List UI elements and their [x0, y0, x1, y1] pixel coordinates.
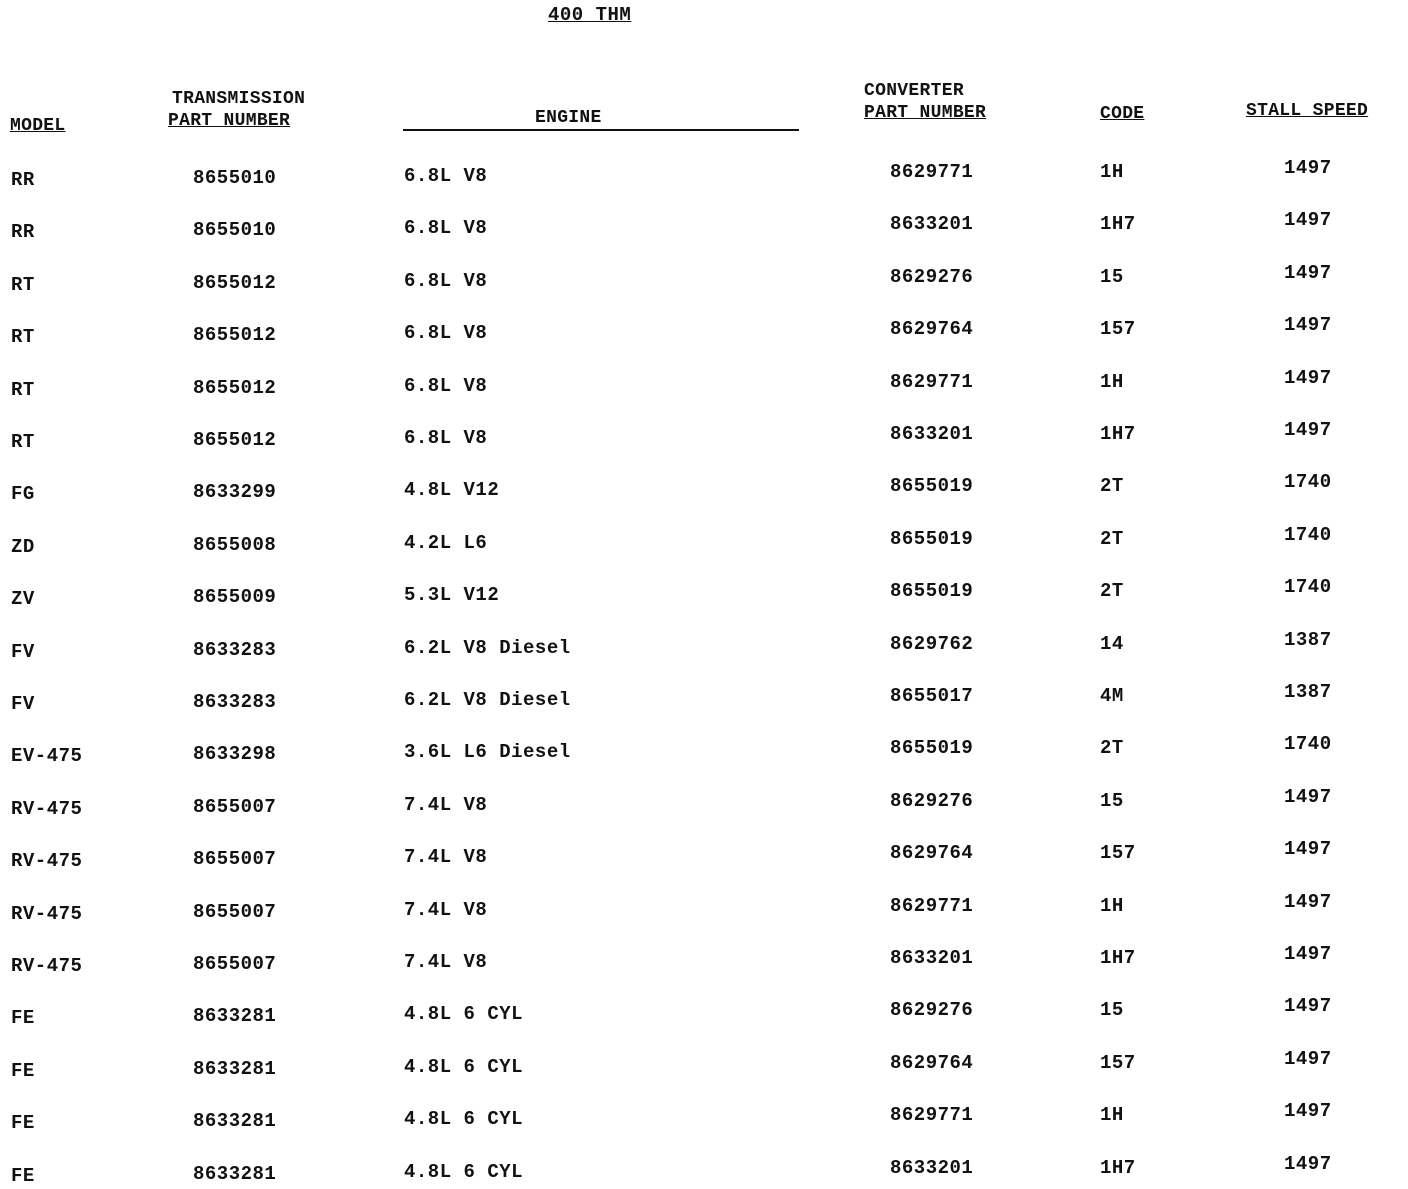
code-cell: 15: [1100, 790, 1124, 812]
table-row: [0, 576, 1408, 612]
model-cell: FE: [11, 1112, 35, 1134]
header-transmission-line1: TRANSMISSION: [172, 89, 306, 109]
engine-cell: 6.8L V8: [404, 217, 488, 239]
converter-part-cell: 8633201: [890, 947, 974, 969]
table-row: [0, 629, 1408, 665]
model-cell: RV-475: [11, 903, 83, 925]
engine-cell: 4.2L L6: [404, 532, 488, 554]
table-row: [0, 1100, 1408, 1136]
stall-speed-cell: 1497: [1284, 1100, 1332, 1122]
table-row: [0, 733, 1408, 769]
transmission-part-cell: 8655012: [193, 324, 277, 346]
model-cell: RV-475: [11, 955, 83, 977]
model-cell: RR: [11, 221, 35, 243]
code-cell: 15: [1100, 999, 1124, 1021]
transmission-part-cell: 8633283: [193, 691, 277, 713]
engine-cell: 6.8L V8: [404, 322, 488, 344]
transmission-part-cell: 8655012: [193, 272, 277, 294]
transmission-part-cell: 8655008: [193, 534, 277, 556]
stall-speed-cell: 1497: [1284, 943, 1332, 965]
engine-cell: 6.2L V8 Diesel: [404, 689, 571, 711]
page-title: 400 THM: [548, 4, 632, 26]
transmission-part-cell: 8655009: [193, 586, 277, 608]
model-cell: RT: [11, 274, 35, 296]
converter-part-cell: 8629276: [890, 999, 974, 1021]
stall-speed-cell: 1740: [1284, 576, 1332, 598]
converter-part-cell: 8633201: [890, 213, 974, 235]
converter-part-cell: 8655019: [890, 580, 974, 602]
transmission-part-cell: 8655007: [193, 953, 277, 975]
table-row: [0, 786, 1408, 822]
converter-part-cell: 8629764: [890, 1052, 974, 1074]
transmission-part-cell: 8655012: [193, 429, 277, 451]
header-model-label: MODEL: [10, 116, 66, 136]
model-cell: RT: [11, 326, 35, 348]
transmission-part-cell: 8655012: [193, 377, 277, 399]
engine-cell: 7.4L V8: [404, 951, 488, 973]
transmission-part-cell: 8655007: [193, 848, 277, 870]
engine-cell: 6.8L V8: [404, 270, 488, 292]
model-cell: FE: [11, 1007, 35, 1029]
code-cell: 157: [1100, 842, 1136, 864]
code-cell: 1H7: [1100, 213, 1136, 235]
model-cell: FV: [11, 641, 35, 663]
engine-cell: 4.8L 6 CYL: [404, 1108, 524, 1130]
code-cell: 14: [1100, 633, 1124, 655]
table-row: [0, 891, 1408, 927]
engine-cell: 4.8L 6 CYL: [404, 1056, 524, 1078]
converter-part-cell: 8629762: [890, 633, 974, 655]
stall-speed-cell: 1497: [1284, 1048, 1332, 1070]
transmission-part-cell: 8655007: [193, 901, 277, 923]
code-cell: 1H7: [1100, 423, 1136, 445]
stall-speed-cell: 1497: [1284, 838, 1332, 860]
stall-speed-cell: 1497: [1284, 419, 1332, 441]
model-cell: RR: [11, 169, 35, 191]
transmission-part-cell: 8633283: [193, 639, 277, 661]
stall-speed-cell: 1497: [1284, 891, 1332, 913]
converter-part-cell: 8629771: [890, 371, 974, 393]
table-row: [0, 262, 1408, 298]
transmission-part-cell: 8633281: [193, 1058, 277, 1080]
stall-speed-cell: 1387: [1284, 629, 1332, 651]
stall-speed-cell: 1497: [1284, 157, 1332, 179]
model-cell: RV-475: [11, 798, 83, 820]
header-converter-line2: PART NUMBER: [864, 103, 987, 123]
converter-part-cell: 8629276: [890, 790, 974, 812]
transmission-part-cell: 8655010: [193, 167, 277, 189]
code-cell: 1H7: [1100, 1157, 1136, 1179]
code-cell: 157: [1100, 318, 1136, 340]
table-row: [0, 1048, 1408, 1084]
converter-part-cell: 8655019: [890, 475, 974, 497]
table-row: [0, 681, 1408, 717]
converter-part-cell: 8629276: [890, 266, 974, 288]
code-cell: 2T: [1100, 475, 1124, 497]
engine-cell: 4.8L 6 CYL: [404, 1003, 524, 1025]
engine-cell: 6.8L V8: [404, 165, 488, 187]
table-row: [0, 1153, 1408, 1189]
model-cell: FE: [11, 1165, 35, 1187]
stall-speed-cell: 1497: [1284, 314, 1332, 336]
engine-cell: 7.4L V8: [404, 899, 488, 921]
header-engine-label: ENGINE: [535, 108, 602, 128]
stall-speed-cell: 1497: [1284, 1153, 1332, 1175]
converter-part-cell: 8633201: [890, 1157, 974, 1179]
code-cell: 1H7: [1100, 947, 1136, 969]
engine-cell: 6.8L V8: [404, 375, 488, 397]
stall-speed-cell: 1740: [1284, 733, 1332, 755]
engine-cell: 7.4L V8: [404, 846, 488, 868]
converter-part-cell: 8629764: [890, 842, 974, 864]
model-cell: FV: [11, 693, 35, 715]
model-cell: EV-475: [11, 745, 83, 767]
code-cell: 1H: [1100, 161, 1124, 183]
header-converter-line1: CONVERTER: [864, 81, 964, 101]
converter-part-cell: 8655017: [890, 685, 974, 707]
stall-speed-cell: 1497: [1284, 367, 1332, 389]
table-row: [0, 995, 1408, 1031]
model-cell: FG: [11, 483, 35, 505]
transmission-part-cell: 8633298: [193, 743, 277, 765]
converter-part-cell: 8655019: [890, 528, 974, 550]
transmission-part-cell: 8633299: [193, 481, 277, 503]
transmission-part-cell: 8633281: [193, 1005, 277, 1027]
transmission-part-cell: 8655007: [193, 796, 277, 818]
model-cell: ZV: [11, 588, 35, 610]
stall-speed-cell: 1497: [1284, 995, 1332, 1017]
converter-part-cell: 8629764: [890, 318, 974, 340]
engine-cell: 7.4L V8: [404, 794, 488, 816]
converter-part-cell: 8629771: [890, 895, 974, 917]
code-cell: 15: [1100, 266, 1124, 288]
table-row: [0, 419, 1408, 455]
transmission-part-cell: 8633281: [193, 1110, 277, 1132]
stall-speed-cell: 1740: [1284, 471, 1332, 493]
engine-cell: 4.8L V12: [404, 479, 500, 501]
table-row: [0, 314, 1408, 350]
code-cell: 2T: [1100, 528, 1124, 550]
stall-speed-cell: 1497: [1284, 262, 1332, 284]
engine-cell: 6.2L V8 Diesel: [404, 637, 571, 659]
model-cell: RT: [11, 379, 35, 401]
code-cell: 1H: [1100, 371, 1124, 393]
table-row: [0, 524, 1408, 560]
transmission-part-cell: 8655010: [193, 219, 277, 241]
stall-speed-cell: 1740: [1284, 524, 1332, 546]
engine-cell: 3.6L L6 Diesel: [404, 741, 571, 763]
converter-part-cell: 8629771: [890, 161, 974, 183]
table-row: [0, 471, 1408, 507]
model-cell: RV-475: [11, 850, 83, 872]
stall-speed-cell: 1387: [1284, 681, 1332, 703]
model-cell: FE: [11, 1060, 35, 1082]
header-transmission-line2: PART NUMBER: [168, 111, 291, 131]
converter-part-cell: 8629771: [890, 1104, 974, 1126]
converter-part-cell: 8655019: [890, 737, 974, 759]
code-cell: 1H: [1100, 1104, 1124, 1126]
stall-speed-cell: 1497: [1284, 786, 1332, 808]
stall-speed-cell: 1497: [1284, 209, 1332, 231]
model-cell: RT: [11, 431, 35, 453]
table-row: [0, 838, 1408, 874]
code-cell: 1H: [1100, 895, 1124, 917]
converter-part-cell: 8633201: [890, 423, 974, 445]
code-cell: 157: [1100, 1052, 1136, 1074]
model-cell: ZD: [11, 536, 35, 558]
header-code-label: CODE: [1100, 104, 1145, 124]
code-cell: 2T: [1100, 580, 1124, 602]
table-row: [0, 367, 1408, 403]
engine-cell: 5.3L V12: [404, 584, 500, 606]
transmission-part-cell: 8633281: [193, 1163, 277, 1185]
code-cell: 4M: [1100, 685, 1124, 707]
header-stall-speed-label: STALL SPEED: [1246, 101, 1369, 121]
table-row: [0, 943, 1408, 979]
code-cell: 2T: [1100, 737, 1124, 759]
engine-cell: 4.8L 6 CYL: [404, 1161, 524, 1183]
engine-cell: 6.8L V8: [404, 427, 488, 449]
table-row: [0, 209, 1408, 245]
table-row: [0, 157, 1408, 193]
